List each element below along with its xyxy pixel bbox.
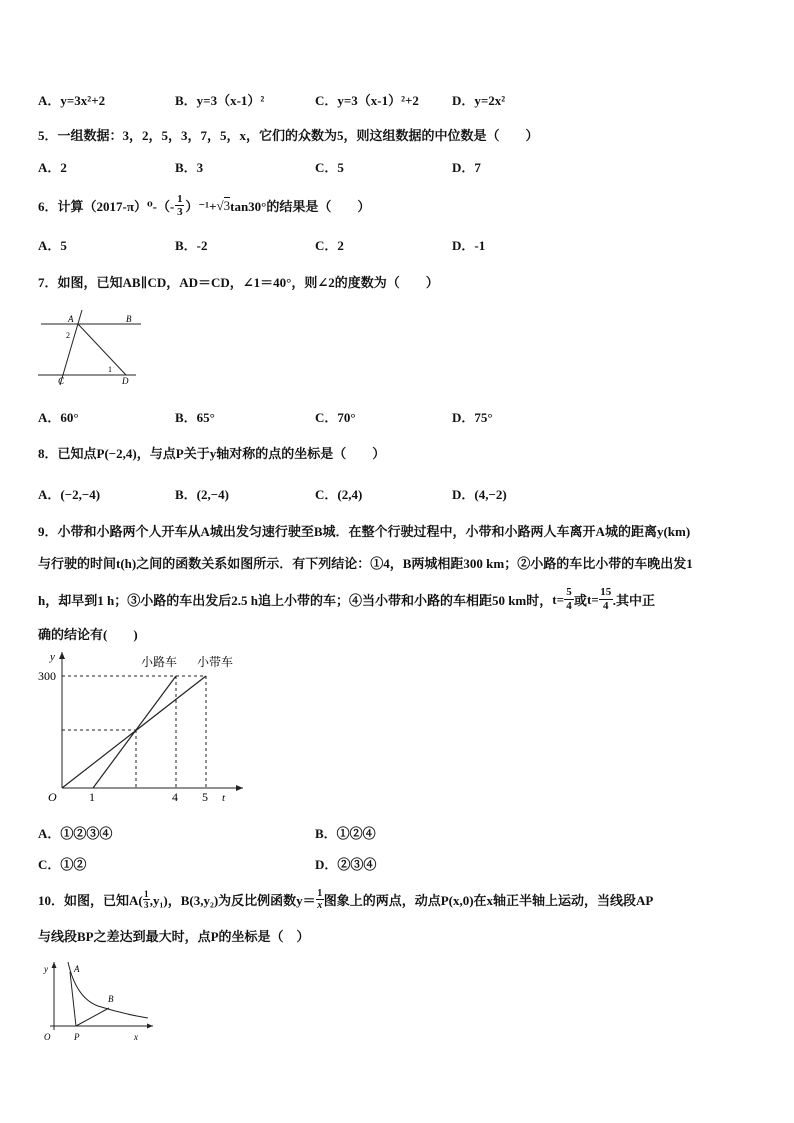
q10-fn-den: x bbox=[317, 900, 323, 911]
q9-x-label: t bbox=[222, 792, 226, 804]
q10-label-o: O bbox=[44, 1032, 51, 1042]
q10-line2: 与线段BP之差达到最大时，点P的坐标是（ ） bbox=[38, 929, 310, 944]
y-axis-arrow-icon bbox=[52, 962, 57, 968]
q9-t2-num: 15 bbox=[600, 586, 612, 598]
q9-t2-prefix: t= bbox=[587, 591, 599, 607]
q9-option-a: A．①②③④ bbox=[38, 826, 113, 841]
q6-frac-num: 1 bbox=[177, 193, 183, 205]
q10-a-fraction bbox=[143, 889, 150, 910]
q10-label-b: B bbox=[108, 994, 114, 1004]
q9-line3 bbox=[38, 586, 655, 613]
y-axis-arrow-icon bbox=[59, 652, 65, 659]
q10-line1-suffix: 图象上的两点，动点P(x,0)在x轴正半轴上运动，当线段AP bbox=[323, 893, 654, 908]
q10-fn-fraction bbox=[316, 888, 324, 911]
q8-option-b: B．(2,−4) bbox=[175, 487, 229, 502]
q10-label-p: P bbox=[74, 1032, 80, 1042]
q10-segment-bp bbox=[76, 1008, 109, 1026]
q9-legend-xiaodai: 小带车 bbox=[197, 655, 234, 669]
q9-line3-text: h，却早到1 h；③小路的车出发后2.5 h追上小带的车；④当小带和小路的车相距50 km时， bbox=[38, 593, 553, 608]
q7-option-a: A．60° bbox=[38, 410, 79, 425]
q9-y-tick-300: 300 bbox=[38, 669, 56, 683]
q10-a-num: 1 bbox=[143, 889, 149, 899]
q5-option-b: B．3 bbox=[175, 160, 204, 175]
q7-label-angle2: 2 bbox=[66, 331, 70, 340]
q9-line1: 9．小带和小路两个人开车从A城出发匀速行驶至B城．在整个行驶过程中，小带和小路两人车离开A城的距离y(km) bbox=[38, 524, 691, 539]
q9-line4: 确的结论有( ) bbox=[38, 627, 138, 642]
q9-line2: 与行驶的时间t(h)之间的函数关系如图所示．有下列结论：①4，B两城相距300 km；②小路的车比小带的车晚出发1 bbox=[38, 556, 693, 571]
q6-stem bbox=[38, 193, 370, 218]
q10-label-a: A bbox=[74, 964, 80, 974]
q6-option-c: C．2 bbox=[315, 238, 344, 253]
q6-fraction bbox=[175, 193, 184, 218]
q7-label-b: B bbox=[126, 314, 132, 324]
q5-option-a: A．2 bbox=[38, 160, 67, 175]
q9-t1-prefix: t= bbox=[552, 591, 564, 607]
q9-or: 或 bbox=[574, 593, 588, 608]
q6-stem-prefix: 6．计算（2017-π）⁰-（- bbox=[38, 199, 175, 214]
q6-option-d: D．-1 bbox=[452, 238, 486, 253]
q9-option-c: C．①② bbox=[38, 857, 87, 872]
q10-fn-num: 1 bbox=[317, 888, 323, 899]
q7-figure bbox=[36, 310, 146, 390]
q7-line-ad bbox=[78, 324, 126, 375]
q7-option-b: B．65° bbox=[175, 410, 215, 425]
q6-stem-mid: ）⁻¹+ bbox=[185, 199, 217, 214]
q9-x-tick-4: 4 bbox=[172, 790, 178, 804]
q7-stem: 7．如图，已知AB∥CD，AD＝CD，∠1＝40°，则∠2的度数为（ ） bbox=[38, 275, 439, 290]
q10-line1 bbox=[38, 888, 653, 911]
q10-label-y: y bbox=[44, 964, 48, 974]
q9-x-tick-5: 5 bbox=[202, 790, 208, 804]
q9-y-label: y bbox=[50, 651, 55, 663]
q7-label-c: C bbox=[58, 376, 65, 386]
q9-t1-fraction bbox=[564, 586, 574, 613]
q7-option-c: C．70° bbox=[315, 410, 356, 425]
q6-stem-suffix: tan30°的结果是（ ） bbox=[230, 199, 371, 214]
q5-stem: 5．一组数据：3，2，5，3，7，5，x，它们的众数为5，则这组数据的中位数是（ ） bbox=[38, 128, 539, 143]
q10-line1-prefix: 10．如图，已知A( bbox=[38, 893, 143, 908]
q7-label-a: A bbox=[68, 314, 74, 324]
q10-figure bbox=[38, 958, 158, 1046]
q9-t2-den: 4 bbox=[599, 599, 613, 613]
q9-legend-xiaolu: 小路车 bbox=[141, 655, 178, 669]
q9-t1-num: 5 bbox=[566, 586, 572, 598]
q10-a-den: 3 bbox=[143, 900, 149, 910]
q8-option-d: D．(4,−2) bbox=[452, 487, 507, 502]
q10-hyperbola bbox=[68, 962, 148, 1018]
q10-segment-ap bbox=[70, 972, 76, 1026]
q10-label-x: x bbox=[134, 1032, 138, 1042]
q9-t2-fraction bbox=[599, 586, 613, 613]
q9-graph bbox=[38, 648, 248, 806]
q9-option-d: D．②③④ bbox=[315, 857, 377, 872]
q6-sqrt-value: 3 bbox=[223, 198, 231, 213]
q9-line3-end: .其中正 bbox=[612, 593, 656, 608]
q9-x-tick-1: 1 bbox=[89, 790, 95, 804]
q5-option-c: C．5 bbox=[315, 160, 344, 175]
q7-label-angle1: 1 bbox=[108, 365, 112, 374]
q7-label-d: D bbox=[122, 376, 129, 386]
q6-option-b: B．-2 bbox=[175, 238, 208, 253]
q8-stem: 8．已知点P(−2,4)，与点P关于y轴对称的点的坐标是（ ） bbox=[38, 446, 386, 461]
q4-option-a: A．y=3x²+2 bbox=[38, 93, 106, 108]
q4-option-b: B．y=3（x-1）² bbox=[175, 93, 265, 108]
q6-option-a: A．5 bbox=[38, 238, 67, 253]
q10-line1-mid: ,y₁)，B(3,y₂)为反比例函数y＝ bbox=[149, 893, 316, 908]
q9-option-b: B．①②④ bbox=[315, 826, 376, 841]
q6-frac-den: 3 bbox=[177, 206, 183, 218]
q9-series-xiaolu bbox=[93, 676, 176, 788]
q8-option-c: C．(2,4) bbox=[315, 487, 363, 502]
q9-t1-den: 4 bbox=[564, 599, 574, 613]
q8-option-a: A．(−2,−4) bbox=[38, 487, 101, 502]
q4-option-c: C．y=3（x-1）²+2 bbox=[315, 93, 419, 108]
x-axis-arrow-icon bbox=[147, 1024, 153, 1029]
q5-option-d: D．7 bbox=[452, 160, 481, 175]
q9-origin: O bbox=[48, 790, 57, 804]
sqrt-icon: √ bbox=[216, 197, 224, 213]
x-axis-arrow-icon bbox=[236, 785, 243, 791]
q7-option-d: D．75° bbox=[452, 410, 493, 425]
q4-option-d: D．y=2x² bbox=[452, 93, 506, 108]
